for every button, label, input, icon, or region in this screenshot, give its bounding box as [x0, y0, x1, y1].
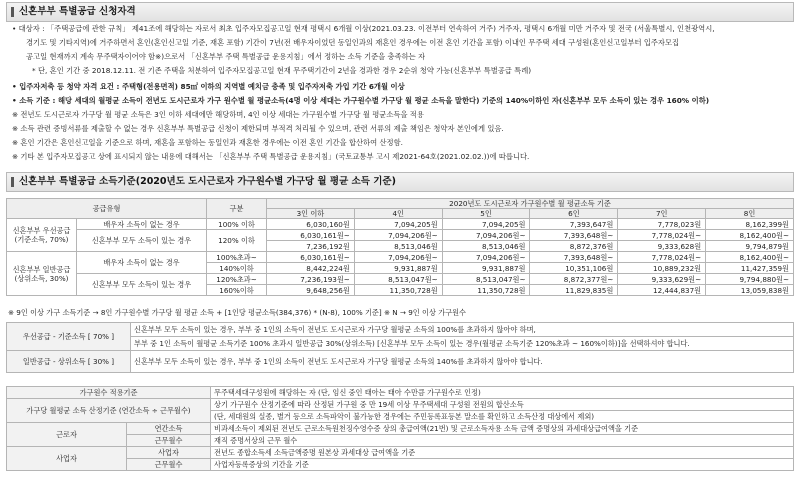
value-cell: 7,236,193원~ [267, 274, 355, 285]
value-cell: 7,778,024원~ [618, 230, 706, 241]
table-row [7, 230, 794, 241]
calc-label: 가구원수 적용기준 [7, 387, 211, 399]
eligibility-line: ※ 소득 관련 증빙서류를 제출할 수 없는 경우 신혼부부 특별공급 신청이 제한되며 부적격 처리될 수 있으며, 관련 서류의 제출 책임은 청약자 본인에게 있음. [12, 124, 504, 133]
table-row [7, 323, 794, 337]
header-supply-type: 공급유형 [7, 199, 207, 219]
eligibility-line: • 입주자저축 등 청약 자격 요건 : 주택형(전용면적) 85㎡ 이하의 지역별 예치금 충족 및 입주자저축 가입 기간 6개월 이상 [12, 82, 405, 91]
value-cell: 7,094,206원~ [354, 252, 442, 263]
value-cell: 12,444,837원 [618, 285, 706, 296]
value-cell: 7,094,205원 [442, 219, 530, 230]
priority-label-main: 신혼부부 우선공급 [12, 226, 71, 235]
value-cell: 9,333,628원 [618, 241, 706, 252]
value-cell: 7,393,647원 [530, 219, 618, 230]
value-cell: 9,931,887원 [354, 263, 442, 274]
header-category: 구분 [207, 199, 267, 219]
calc-text: 무주택세대구성원에 해당하는 자 (단, 임신 중인 태아는 태아 수만큼 가구원수로 인정) [211, 387, 794, 399]
header-income-group: 2020년도 도시근로자 가구원수별 월 평균소득 기준 [267, 199, 794, 209]
value-cell: 7,094,206원~ [442, 252, 530, 263]
header-col: 7인 [618, 209, 706, 219]
general-label-sub: (상위소득, 30%) [14, 273, 69, 283]
value-cell: 9,931,887원 [442, 263, 530, 274]
calc-sub-label: 근무월수 [127, 459, 211, 471]
eligibility-line: ※ 전년도 도시근로자 가구당 월 평균 소득은 3인 이하 세대에만 해당하며, 4인 이상 세대는 가구원수별 가구당 월 평균소득을 적용 [12, 110, 424, 119]
table-row [7, 351, 794, 373]
value-cell: 7,778,024원~ [618, 252, 706, 263]
value-cell: 6,030,161원~ [267, 230, 355, 241]
eligibility-line: • 대상자 : 「주택공급에 관한 규칙」 제41조에 해당하는 자로서 최초 입주자모집공고일 현재 평택시 6개월 이상(2021.03.23. 이전부터 연속하여 거주) 거주자, 평택시 6개월 미만 거주자 및 전국 (서울특별시, 인천광역시, [12, 24, 715, 33]
value-cell: 9,333,629원~ [618, 274, 706, 285]
table-row [7, 252, 794, 263]
value-cell: 11,350,728원 [354, 285, 442, 296]
section2-title: 신혼부부 특별공급 소득기준(2020년도 도시근로자 가구원수별 가구당 월 평균 소득 기준) [19, 176, 396, 187]
value-cell: 6,030,160원 [267, 219, 355, 230]
header-col: 5인 [442, 209, 530, 219]
criteria-text: 부부 중 1인 소득이 월평균 소득기준 100% 초과시 일반공급 30%(상위소득) [신혼부부 모두 소득이 있는 경우(월평균 소득기준 120%초과 ~ 160%이하)]을 선택하셔야 합니다. [131, 337, 794, 351]
value-cell: 8,513,046원 [442, 241, 530, 252]
value-cell: 7,393,648원~ [530, 252, 618, 263]
value-cell: 9,794,880원~ [706, 274, 794, 285]
title-marker-icon [11, 177, 14, 187]
value-cell: 7,778,023원 [618, 219, 706, 230]
priority-label-sub: (기준소득, 70%) [14, 235, 69, 244]
calc-sub-label: 근무월수 [127, 435, 211, 447]
supply-criteria-table [6, 322, 794, 373]
table-row [7, 274, 794, 285]
income-criteria-table [6, 198, 794, 296]
header-col: 6인 [530, 209, 618, 219]
row-desc: 배우자 소득이 없는 경우 [77, 219, 207, 230]
value-cell: 7,094,206원~ [354, 230, 442, 241]
calc-text: 상기 가구원수 산정기준에 따라 산정된 가구원 중 만 19세 이상 무주택세대 구성원 전원의 합산소득 [211, 399, 794, 411]
value-cell: 8,872,376원 [530, 241, 618, 252]
value-cell: 8,513,046원 [354, 241, 442, 252]
value-cell: 9,794,879원 [706, 241, 794, 252]
value-cell: 11,829,835원 [530, 285, 618, 296]
value-cell: 8,162,399원 [706, 219, 794, 230]
section1-title-bar [6, 2, 794, 22]
table-row [7, 219, 794, 230]
calc-text: 사업자등록증상의 기간을 기준 [211, 459, 794, 471]
header-col: 8인 [706, 209, 794, 219]
eligibility-line: * 단, 혼인 기간 중 2018.12.11. 전 기존 주택을 처분하여 입주자모집공고일 현재 무주택기간이 2년을 경과한 경우 2순위 청약 가능(신혼부부 특별공급 특례) [32, 66, 532, 75]
header-col: 4인 [354, 209, 442, 219]
criteria-text: 신혼부부 모두 소득이 있는 경우, 부부 중 1인의 소득이 전년도 도시근로자 가구당 월평균 소득의 100%를 초과하지 않아야 하며, [131, 323, 794, 337]
value-cell: 6,030,161원~ [267, 252, 355, 263]
row-range: 140%이하 [207, 263, 267, 274]
row-range: 120% 이하 [207, 230, 267, 252]
calc-text: 전년도 종합소득세 소득금액증명 원본상 과세대상 급여액을 기준 [211, 447, 794, 459]
eligibility-line: 공고일 현재까지 계속 무주택자이어야 함※)으로서 「신혼부부 주택 특별공급 운용지침」에서 정하는 소득 기준을 충족하는 자 [26, 52, 426, 61]
calc-label: 사업자 [7, 447, 127, 471]
value-cell: 10,889,232원 [618, 263, 706, 274]
value-cell: 11,350,728원 [442, 285, 530, 296]
value-cell: 8,513,047원~ [354, 274, 442, 285]
calc-text: (단, 세대원의 실종, 별거 등으로 소득파악이 불가능한 경우에는 주민등록표등본 말소를 확인하고 소득산정 대상에서 제외) [211, 411, 794, 423]
value-cell: 8,872,377원~ [530, 274, 618, 285]
calc-sub-label: 사업자 [127, 447, 211, 459]
general-label [7, 252, 77, 296]
value-cell: 8,442,224원 [267, 263, 355, 274]
calc-label: 가구당 월평균 소득 산정기준 (연간소득 ÷ 근무월수) [7, 399, 211, 423]
title-marker-icon [11, 7, 14, 17]
value-cell: 11,427,359원 [706, 263, 794, 274]
row-desc: 배우자 소득이 없는 경우 [77, 252, 207, 274]
general-label-main: 신혼부부 일반공급 [12, 264, 71, 274]
row-desc: 신혼부부 모두 소득이 있는 경우 [77, 230, 207, 252]
value-cell: 8,162,400원~ [706, 252, 794, 263]
row-desc: 신혼부부 모두 소득이 있는 경우 [77, 274, 207, 296]
eligibility-line: ※ 혼인 기간은 혼인신고일을 기준으로 하며, 재혼을 포함하는 동일인과 재혼한 경우에는 이전 혼인 기간을 합산하여 산정함. [12, 138, 403, 147]
calc-text: 재직 증명서상의 근무 월수 [211, 435, 794, 447]
value-cell: 7,236,192원 [267, 241, 355, 252]
row-range: 100%초과~ [207, 252, 267, 263]
value-cell: 7,393,648원~ [530, 230, 618, 241]
criteria-text: 신혼부부 모두 소득이 있는 경우, 부부 중 1인의 소득이 전년도 도시근로자 가구당 월평균 소득의 140%를 초과하지 않아야 합니다. [131, 351, 794, 373]
table-row [7, 399, 794, 411]
value-cell: 9,648,256원 [267, 285, 355, 296]
criteria-label-priority: 우선공급 - 기준소득 [ 70% ] [7, 323, 131, 351]
eligibility-line: ※ 기타 본 입주자모집공고 상에 표시되지 않는 내용에 대해서는 「신혼부부 주택 특별공급 운용지침」(국토교통부 고시 제2021-64호(2021.02.02.))에 따릅니다. [12, 152, 530, 161]
priority-label [7, 219, 77, 252]
calc-text: 비과세소득이 제외된 전년도 근로소득원천징수영수증 상의 총급여액(21번) 및 근로소득자용 소득 금액 증명상의 과세대상급여액을 기준 [211, 423, 794, 435]
value-cell: 13,059,838원 [706, 285, 794, 296]
section2-title-bar [6, 172, 794, 192]
value-cell: 8,513,047원~ [442, 274, 530, 285]
eligibility-line: 경기도 및 기타지역)에 거주하면서 혼인(혼인신고일 기준, 재혼 포함) 기간이 7년(전 배우자이었던 동일인과의 재혼인 경우에는 이전 혼인 기간을 포함) 이내인 무주택 세대 구성원(혼인신고일부터 입주자모집 [26, 38, 680, 47]
row-range: 120%초과~ [207, 274, 267, 285]
value-cell: 8,162,400원~ [706, 230, 794, 241]
criteria-label-general: 일반공급 - 상위소득 [ 30% ] [7, 351, 131, 373]
calc-sub-label: 연간소득 [127, 423, 211, 435]
value-cell: 7,094,205원 [354, 219, 442, 230]
table-row [7, 423, 794, 435]
header-col: 3인 이하 [267, 209, 355, 219]
table-row [7, 447, 794, 459]
value-cell: 10,351,106원 [530, 263, 618, 274]
table-row [7, 387, 794, 399]
row-range: 160%이하 [207, 285, 267, 296]
value-cell: 7,094,206원~ [442, 230, 530, 241]
section1-title: 신혼부부 특별공급 신청자격 [19, 6, 136, 17]
income-calculation-table [6, 386, 794, 471]
row-range: 100% 이하 [207, 219, 267, 230]
large-household-note: ※ 9인 이상 가구 소득기준 → 8인 가구원수별 가구당 월 평균 소득 + [1인당 평균소득(384,376) * (N-8), 100% 기준] ※ N → 9인 이상 가구원수 [8, 308, 466, 317]
eligibility-line: • 소득 기준 : 해당 세대의 월평균 소득이 전년도 도시근로자 가구 원수별 월 평균소득(4명 이상 세대는 가구원수별 가구당 월 평균 소득을 말한다) 기준의 140%이하인 자(신혼부부 모두 소득이 있는 경우 160% 이하) [12, 96, 710, 105]
calc-label: 근로자 [7, 423, 127, 447]
